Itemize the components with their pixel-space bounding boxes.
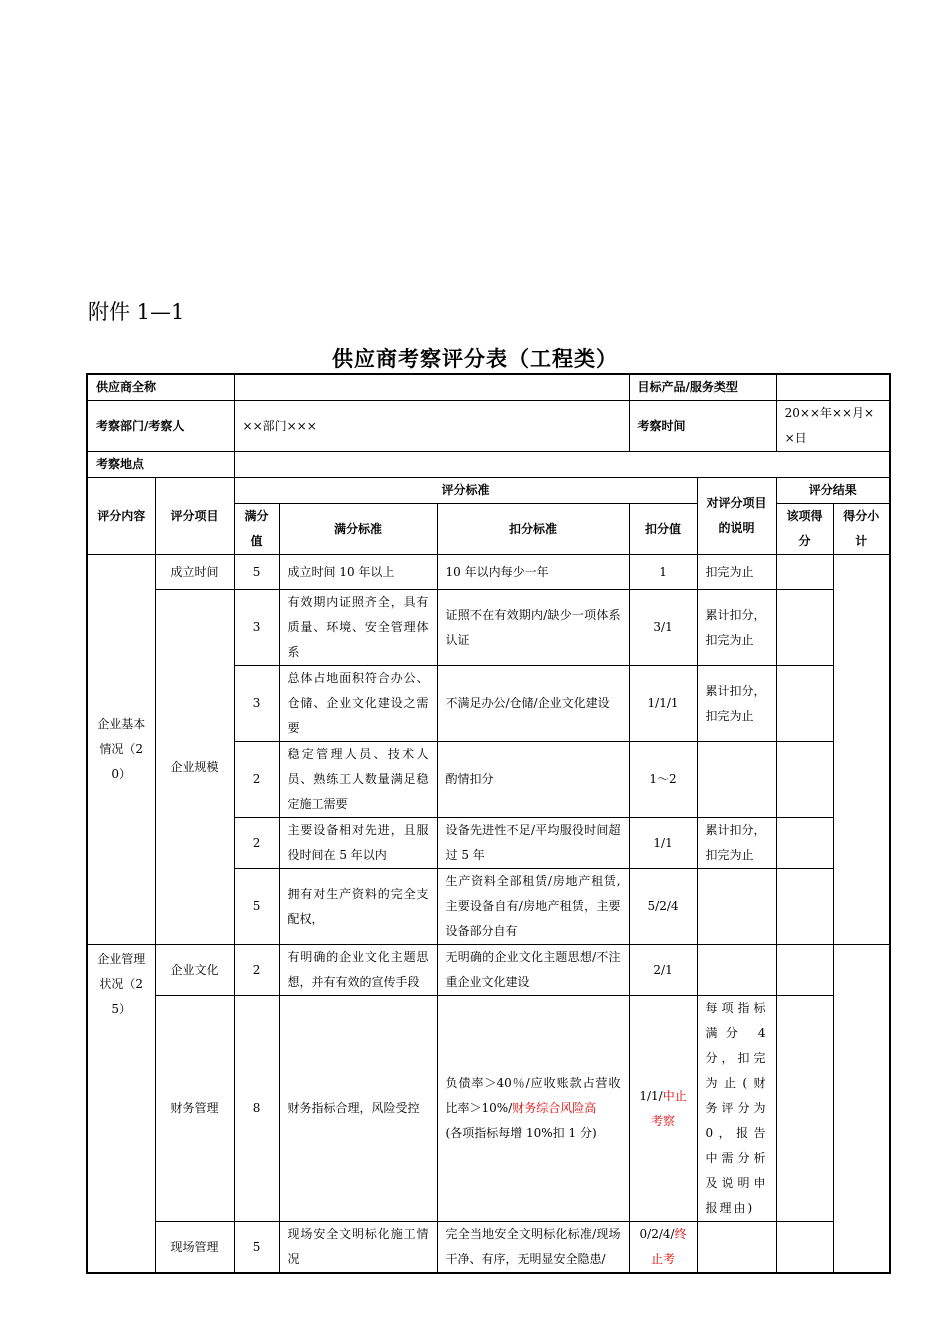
row-explain: [697, 1222, 776, 1274]
deduct-val-red: 终止考: [651, 1227, 687, 1266]
row-explain: 每项指标满分 4 分，扣完为止(财务评分为 0，报告中需分析及说明申报理由): [697, 996, 776, 1222]
row-deduct-std: 无明确的企业文化主题思想/不注重企业文化建设: [437, 945, 629, 996]
row-full-std: 稳定管理人员、技术人员、熟练工人数量满足稳定施工需要: [279, 742, 437, 818]
row-item-score-field[interactable]: [776, 666, 833, 742]
row-deduct-std: 生产资料全部租赁/房地产租赁,主要设备自有/房地产租赁，主要设备部分自有: [437, 869, 629, 945]
target-label: 目标产品/服务类型: [629, 374, 776, 401]
table-row: [87, 590, 890, 666]
row-explain: 累计扣分，扣完为止: [697, 818, 776, 869]
row-full-score: 3: [234, 590, 279, 666]
row-deduct-val: 1/1/1: [629, 666, 697, 742]
row-explain: 累计扣分，扣完为止: [697, 666, 776, 742]
row-full-score: 8: [234, 996, 279, 1222]
attachment-label: 附件 1—1: [88, 300, 185, 324]
row-deduct-val: 5/2/4: [629, 869, 697, 945]
group-content: 企业管理状况（25）: [87, 945, 155, 1274]
row-item: 成立时间: [155, 555, 234, 590]
row-deduct-std: 10 年以内每少一年: [437, 555, 629, 590]
table-row: [87, 555, 890, 590]
row-deduct-val: 1～2: [629, 742, 697, 818]
row-full-score: 2: [234, 945, 279, 996]
header-content: 评分内容: [87, 478, 155, 555]
header-item-score: 该项得分: [776, 504, 833, 555]
row-explain: 扣完为止: [697, 555, 776, 590]
dept-label: 考察部门/考察人: [87, 401, 234, 452]
header-explain: 对评分项目的说明: [697, 478, 776, 555]
info-row-place: [87, 452, 890, 478]
deduct-text: 负债率＞40％/应收账款占营收比率＞10%/: [445, 1076, 621, 1115]
dept-field[interactable]: ××部门×××: [234, 401, 629, 452]
row-full-score: 5: [234, 555, 279, 590]
supplier-label: 供应商全称: [87, 374, 234, 401]
row-full-score: 5: [234, 869, 279, 945]
row-full-std: 有明确的企业文化主题思想，并有有效的宣传手段: [279, 945, 437, 996]
row-deduct-val: 3/1: [629, 590, 697, 666]
deduct-val-red: 中止考察: [651, 1088, 687, 1128]
deduct-text-red: 财务综合风险高: [512, 1101, 597, 1115]
row-full-std: 拥有对生产资料的完全支配权，: [279, 869, 437, 945]
row-full-std: 现场安全文明标化施工情况: [279, 1222, 437, 1274]
table-row: [87, 1222, 890, 1274]
header-deduct-std: 扣分标准: [437, 504, 629, 555]
row-explain: [697, 742, 776, 818]
table-row: [87, 996, 890, 1222]
row-item: 现场管理: [155, 1222, 234, 1274]
row-item: 企业文化: [155, 945, 234, 996]
row-item: 企业规模: [155, 590, 234, 945]
place-field[interactable]: [234, 452, 890, 478]
row-item-score-field[interactable]: [776, 818, 833, 869]
table-row: [87, 945, 890, 996]
header-full-score: 满分值: [234, 504, 279, 555]
row-explain: [697, 945, 776, 996]
row-deduct-std: 设备先进性不足/平均服役时间超过 5 年: [437, 818, 629, 869]
header-item: 评分项目: [155, 478, 234, 555]
row-full-std: 主要设备相对先进，且服役时间在 5 年以内: [279, 818, 437, 869]
row-item-score-field[interactable]: [776, 869, 833, 945]
row-deduct-std: 酌情扣分: [437, 742, 629, 818]
row-deduct-std: 不满足办公/仓储/企业文化建设: [437, 666, 629, 742]
row-item-score-field[interactable]: [776, 945, 833, 996]
row-deduct-std: [437, 996, 629, 1222]
row-explain: [697, 869, 776, 945]
row-full-score: 5: [234, 1222, 279, 1274]
row-deduct-std: 完全当地安全文明标化标准/现场干净、有序，无明显安全隐患/: [437, 1222, 629, 1274]
row-full-std: 总体占地面积符合办公、仓储、企业文化建设之需要: [279, 666, 437, 742]
row-full-score: 2: [234, 742, 279, 818]
header-subtotal: 得分小计: [833, 504, 890, 555]
deduct-note: (各项指标每增 10%扣 1 分): [445, 1126, 597, 1140]
info-row-dept: [87, 401, 890, 452]
row-explain: 累计扣分，扣完为止: [697, 590, 776, 666]
header-standard: 评分标准: [234, 478, 697, 504]
row-deduct-val: [629, 1222, 697, 1274]
row-item: 财务管理: [155, 996, 234, 1222]
row-full-std: 有效期内证照齐全，具有质量、环境、安全管理体系: [279, 590, 437, 666]
row-deduct-val: 1: [629, 555, 697, 590]
row-item-score-field[interactable]: [776, 1222, 833, 1274]
row-item-score-field[interactable]: [776, 996, 833, 1222]
header-deduct-val: 扣分值: [629, 504, 697, 555]
row-deduct-val: [629, 996, 697, 1222]
time-label: 考察时间: [629, 401, 776, 452]
row-deduct-std: 证照不在有效期内/缺少一项体系认证: [437, 590, 629, 666]
group-content: 企业基本情况（20）: [87, 555, 155, 945]
row-item-score-field[interactable]: [776, 742, 833, 818]
time-field[interactable]: 20××年××月××日: [776, 401, 890, 452]
deduct-val-text: 0/2/4/: [639, 1227, 675, 1241]
row-deduct-val: 1/1: [629, 818, 697, 869]
row-item-score-field[interactable]: [776, 590, 833, 666]
row-full-std: 财务指标合理，风险受控: [279, 996, 437, 1222]
subtotal-field[interactable]: [833, 555, 890, 945]
header-full-std: 满分标准: [279, 504, 437, 555]
header-result: 评分结果: [776, 478, 890, 504]
row-full-score: 3: [234, 666, 279, 742]
place-label: 考察地点: [87, 452, 234, 478]
subtotal-field[interactable]: [833, 945, 890, 1274]
deduct-val-text: 1/1/: [639, 1088, 663, 1103]
evaluation-table: [86, 373, 891, 1274]
row-item-score-field[interactable]: [776, 555, 833, 590]
form-title: 供应商考察评分表（工程类）: [332, 346, 618, 371]
row-deduct-val: 2/1: [629, 945, 697, 996]
target-field[interactable]: [776, 374, 890, 401]
row-full-score: 2: [234, 818, 279, 869]
supplier-field[interactable]: [234, 374, 629, 401]
info-row-supplier: [87, 374, 890, 401]
header-row-1: [87, 478, 890, 504]
row-full-std: 成立时间 10 年以上: [279, 555, 437, 590]
